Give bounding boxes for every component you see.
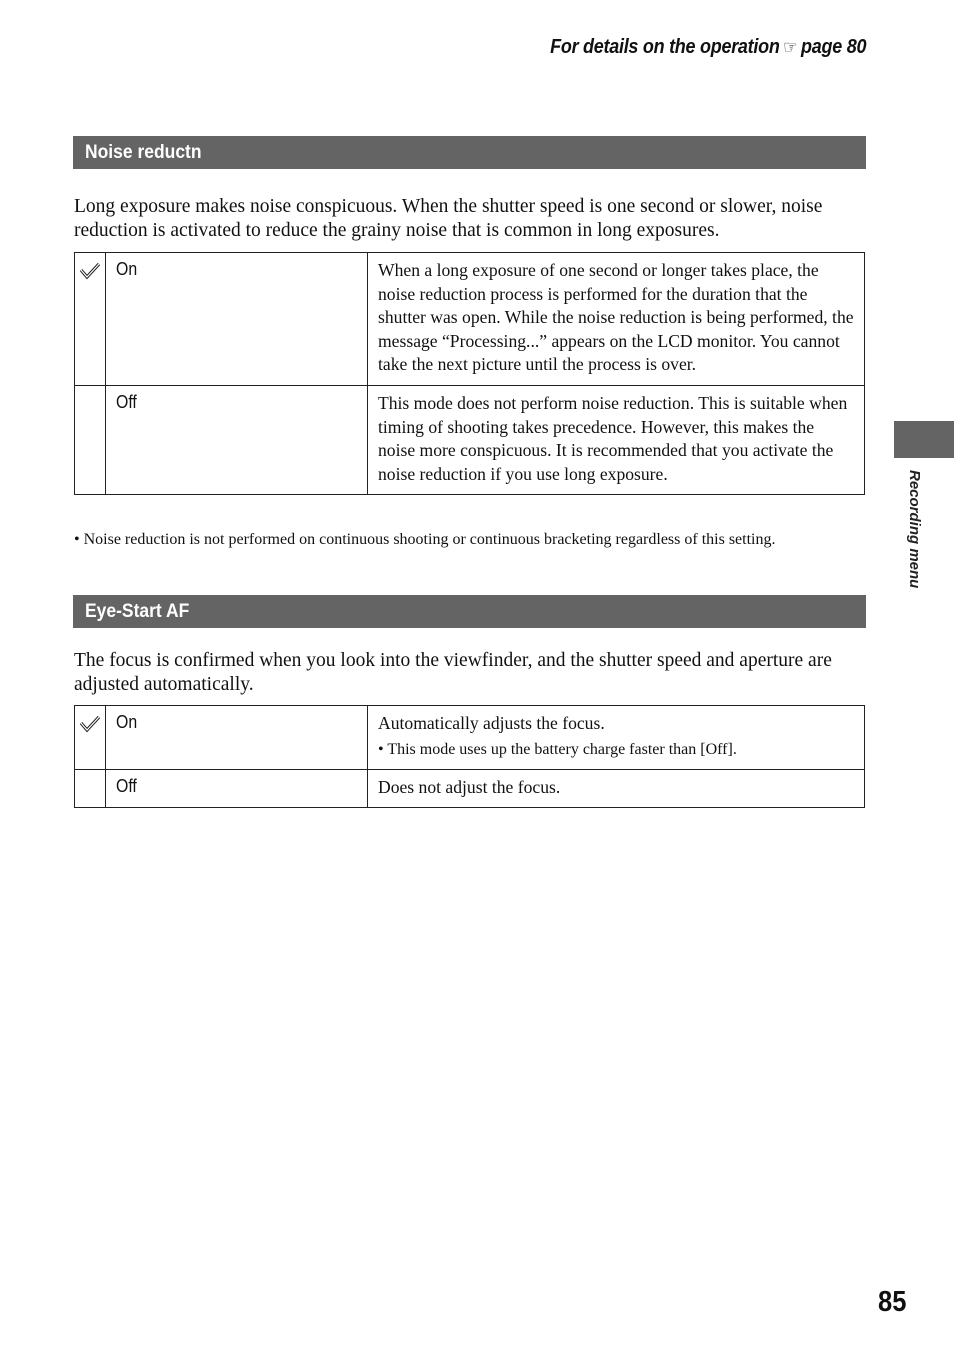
- option-label: Off: [106, 769, 368, 808]
- default-marker-cell: [75, 385, 106, 494]
- section-title-noise-reduction: Noise reductn: [73, 136, 866, 169]
- pointing-hand-icon: ☞: [782, 37, 798, 57]
- option-label: On: [106, 253, 368, 386]
- table-row: [75, 769, 865, 808]
- option-label: Off: [106, 385, 368, 494]
- page-header: [550, 36, 866, 59]
- section-title-eye-start-af: Eye-Start AF: [73, 595, 866, 628]
- chapter-tab-marker: [894, 421, 954, 458]
- table-row: [75, 706, 865, 770]
- option-description: Does not adjust the focus.: [368, 769, 865, 808]
- option-label: On: [106, 706, 368, 770]
- default-check-icon: [79, 715, 101, 733]
- default-marker-cell: [75, 769, 106, 808]
- chapter-tab-label: Recording menu: [906, 470, 923, 589]
- option-description: When a long exposure of one second or longer takes place, the noise reduction process is performed for the duration that the shutter was open. While the noise reduction is being performed, the message “Processing...” appears on the LCD monitor. You cannot take the next picture until the process is over.: [368, 253, 865, 386]
- table-row: [75, 385, 865, 494]
- page-number: 85: [878, 1286, 907, 1318]
- table-row: [75, 253, 865, 386]
- options-table-noise-reduction: [74, 252, 865, 495]
- default-marker-cell: [75, 706, 106, 770]
- header-text: For details on the operation: [549, 36, 780, 58]
- option-description: This mode does not perform noise reduction. This is suitable when timing of shooting takes precedence. However, this makes the noise more conspicuous. It is recommended that you activate the noise reduction if you use long exposure.: [368, 385, 865, 494]
- default-marker-cell: [75, 253, 106, 386]
- option-description: [368, 706, 865, 770]
- options-table-eye-start-af: [74, 705, 865, 808]
- section-note: • Noise reduction is not performed on continuous shooting or continuous bracketing regardless of this setting.: [74, 531, 776, 548]
- option-description-note: • This mode uses up the battery charge faster than [Off].: [378, 740, 737, 758]
- default-check-icon: [79, 262, 101, 280]
- header-page-link[interactable]: page 80: [800, 36, 866, 58]
- section-intro-noise-reduction: Long exposure makes noise conspicuous. When the shutter speed is one second or slower, noise reduction is activated to reduce the grainy noise that is common in long exposures.: [74, 196, 823, 241]
- option-description-main: Automatically adjusts the focus.: [378, 713, 605, 733]
- section-intro-eye-start-af: The focus is confirmed when you look into the viewfinder, and the shutter speed and aperture are adjusted automatically.: [74, 650, 832, 695]
